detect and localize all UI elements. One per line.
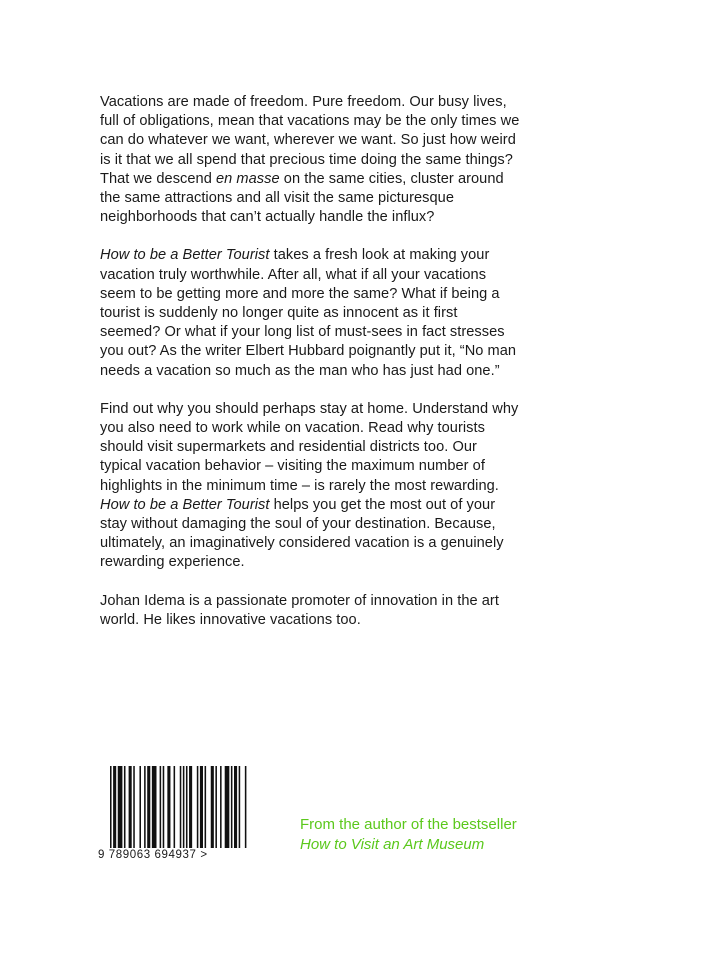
paragraph-benefits: [100, 400, 520, 573]
promo-book-title: How to Visit an Art Museum: [300, 836, 485, 853]
text-segment: Find out why you should perhaps stay at home. Understand why you also need to work while on vacation. Read why tourists should visit supermarkets and residential districts too. Our typical vacation behavior – visiting the maximum number of highlights in the minimum time – is rarely the most rewarding.: [100, 400, 519, 494]
barcode-bar: [200, 766, 203, 848]
barcode-bar: [180, 766, 182, 848]
paragraph-intro: [100, 93, 520, 227]
barcode-bar: [174, 766, 176, 848]
barcode-bar: [163, 766, 165, 848]
barcode-bar: [124, 766, 126, 848]
barcode-bar: [231, 766, 233, 848]
barcode-bar: [160, 766, 162, 848]
barcode-bar: [147, 766, 150, 848]
barcode-bar: [189, 766, 192, 848]
barcode-bar: [234, 766, 237, 848]
barcode-bar: [220, 766, 222, 848]
text-segment: on the same cities, cluster around the same attractions and all visit the same picturesque neighborhoods that can’t actually handle the influx?: [100, 170, 504, 226]
cover-description: [100, 93, 520, 649]
barcode-bar: [129, 766, 132, 848]
book-title-italic: How to be a Better Tourist: [100, 496, 270, 513]
text-segment: helps you get the most out of your stay without damaging the soul of your destination. Because, ultimately, an imaginatively considered vacation is a genuinely rewarding experience.: [100, 496, 504, 571]
author-bio: Johan Idema is a passionate promoter of innovation in the art world. He likes innovative vacations too.: [100, 592, 499, 628]
text-segment: Vacations are made of freedom. Pure freedom. Our busy lives, full of obligations, mean that vacations may be the only times we can do whatever we want, wherever we want. So just how weird is it that we all spend that precious time doing the same things? That we descend: [100, 94, 520, 187]
text-segment: takes a fresh look at making your vacation truly worthwhile. After all, what if all your vacations seem to be getting more and more the same? What if being a tourist is suddenly no longer quite as innocent as it first seemed? Or what if your long list of must-sees in fact stresses you out? As the writer Elbert Hubbard poignantly put it, “No man needs a vacation so much as the man who has just had one.”: [100, 247, 517, 379]
barcode-bar: [205, 766, 207, 848]
barcode-bar: [118, 766, 123, 848]
barcode-bar: [215, 766, 217, 848]
barcode-bar: [239, 766, 241, 848]
barcode-bar: [245, 766, 247, 848]
barcode-bar: [225, 766, 230, 848]
barcode-bar: [133, 766, 135, 848]
book-title-italic: How to be a Better Tourist: [100, 247, 270, 264]
barcode-bar: [144, 766, 146, 848]
italic-phrase: en masse: [216, 170, 280, 187]
barcode-bar: [197, 766, 199, 848]
paragraph-book-summary: [100, 246, 520, 380]
isbn-number: 9 789063 694937 >: [98, 848, 248, 862]
barcode-bar: [152, 766, 157, 848]
barcode-bar: [211, 766, 214, 848]
barcode-bar: [167, 766, 170, 848]
promo-tagline: From the author of the bestseller: [300, 816, 517, 833]
promo-block: [300, 815, 517, 855]
barcode-bar: [139, 766, 141, 848]
